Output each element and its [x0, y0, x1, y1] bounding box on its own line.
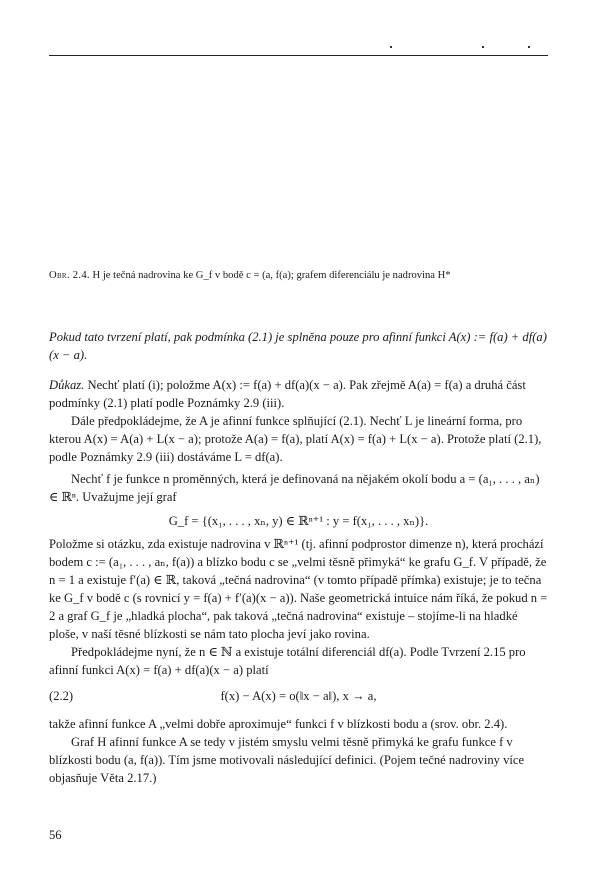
figure-caption [49, 268, 548, 283]
equation-number: (2.2) [49, 689, 74, 703]
paragraph-approx: takže afinní funkce A „velmi dobře aproximuje“ funkci f v blízkosti bodu a (srov. obr. 2.4). [49, 717, 508, 731]
caption-label: Obr. 2.4. [49, 270, 90, 281]
header-marks [380, 46, 550, 52]
equation-2-2 [49, 687, 548, 705]
paragraph-motivation: Graf H afinní funkce A se tedy v jistém smyslu velmi těsně přimyká ke grafu funkce f v blízkosti bodu (a, f(a)). Tím jsme motivovali následující definici. (Pojem tečné nadroviny více objasňuje Věta 2.17.) [49, 735, 525, 785]
proof-paragraph-1: Nechť platí (i); položme A(x) := f(a) + df(a)(x − a). Pak zřejmě A(a) = f(a) a druhá část podmínky (2.1) platí podle Poznámky 2.9 (iii). [49, 378, 526, 410]
main-text [49, 470, 548, 787]
proof [49, 376, 548, 466]
page-number: 56 [49, 828, 62, 842]
proof-label: Důkaz. [49, 378, 85, 392]
proof-paragraph-2: Dále předpokládejme, že A je afinní funkce splňující (2.1). Nechť L je lineární forma, pro kterou A(x) = A(a) + L(x − a); protože A(a) = f(a), platí A(x) = f(a) + L(x − a). Protože platí (2.1), podle Poznámky 2.9 (iii) dostáváme L = df(a). [49, 414, 542, 464]
paragraph-differential: Předpokládejme nyní, že n ∈ ℕ a existuje totální diferenciál df(a). Podle Tvrzení 2.15 pro afinní funkci A(x) = f(a) + df(a)(x − a) platí [49, 645, 526, 677]
paragraph-tangent: Položme si otázku, zda existuje nadrovina v ℝⁿ⁺¹ (tj. afinní podprostor dimenze n), která prochází bodem c := (a₁, . . . , aₙ, f(a)) a blízko bodu c se „velmi těsně přimyká“ ke grafu G_f. V případě, že n = 1 a existuje f′(a) ∈ ℝ, taková „tečná nadrovina“ (v tomto případě přímka) existuje; je to tečna ke G_f v bodě c (s rovnicí y = f(a) + f′(a)(x − a)). Naše geometrická intuice nám říká, že pokud n = 2 a graf G_f je „hladká plocha“, pak taková „tečná nadrovina“ existuje – stojíme-li na hladké ploše, v naší těsné blízkosti se nám tato plocha jeví jako rovina. [49, 537, 548, 641]
paragraph-graph-def: Nechť f je funkce n proměnných, která je definovaná na nějakém okolí bodu a = (a₁, . . . , aₙ) ∈ ℝⁿ. Uvažujme její graf [49, 472, 540, 504]
display-graph: G_f = {(x₁, . . . , xₙ, y) ∈ ℝⁿ⁺¹ : y = f(x₁, . . . , xₙ)}. [168, 514, 429, 528]
header-rule [49, 55, 548, 56]
theorem-tail: Pokud tato tvrzení platí, pak podmínka (2.1) je splněna pouze pro afinní funkci A(x) := f(a) + df(a)(x − a). [49, 330, 547, 362]
caption-text: H je tečná nadrovina ke G_f v bodě c = (a, f(a); grafem diferenciálu je nadrovina H* [92, 270, 451, 281]
equation-body: f(x) − A(x) = o(‖x − a‖), x → a, [220, 689, 377, 703]
